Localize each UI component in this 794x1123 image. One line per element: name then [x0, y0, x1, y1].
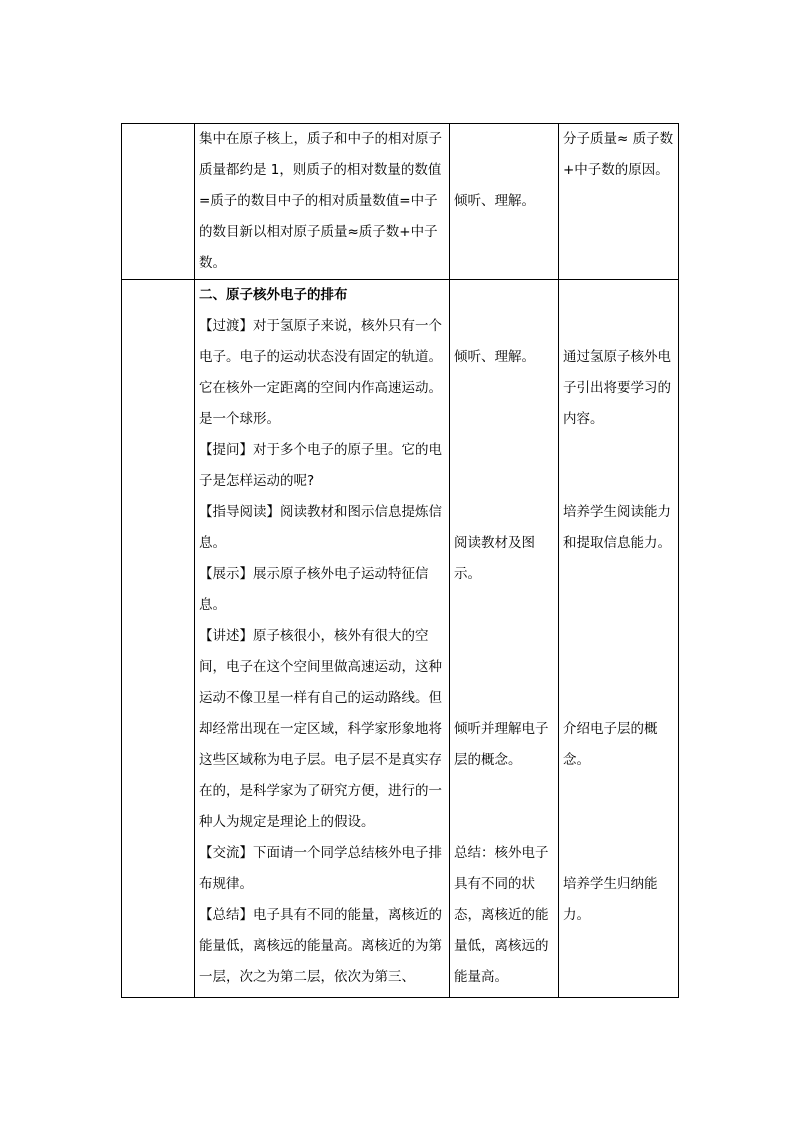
table-row [122, 124, 679, 280]
teacher-activity-cell [195, 124, 450, 280]
teacher-activity-cell [195, 280, 450, 998]
student-activity-cell [450, 124, 559, 280]
student-activity-cell [450, 280, 559, 998]
lesson-table [121, 123, 679, 998]
paragraph: 倾听并理解电子层的概念。 [454, 721, 549, 768]
paragraph: 通过氢原子核外电子引出将要学习的内容。 [563, 349, 671, 427]
table-row [122, 280, 679, 998]
paragraph: 【交流】下面请一个同学总结核外电子排布规律。 [199, 845, 442, 892]
design-intent-cell [559, 124, 679, 280]
paragraph: 阅读教材及图示。 [454, 535, 535, 582]
paragraph: 【过渡】对于氢原子来说，核外只有一个电子。电子的运动状态没有固定的轨道。它在核外一定距离的空间内作高速运动。是一个球形。 [199, 318, 442, 427]
paragraph: 分子质量≈ 质子数+中子数的原因。 [563, 131, 674, 178]
paragraph: 集中在原子核上，质子和中子的相对原子质量都约是 1，则质子的相对数量的数值=质子的数目中子的相对质量数值=中子的数目新以相对原子质量≈质子数+中子数。 [199, 131, 442, 271]
paragraph: 【指导阅读】阅读教材和图示信息提炼信息。 [199, 504, 442, 551]
paragraph: 【提问】对于多个电子的原子里。它的电子是怎样运动的呢? [199, 442, 442, 489]
section-heading: 二、原子核外电子的排布 [199, 287, 348, 303]
blank-cell [122, 124, 195, 280]
paragraph: 【展示】展示原子核外电子运动特征信息。 [199, 566, 429, 613]
paragraph: 【总结】电子具有不同的能量，离核近的能量低，离核远的能量高。离核近的为第一层，次之为第二层，依次为第三、 [199, 907, 442, 985]
paragraph: 介绍电子层的概念。 [563, 721, 658, 768]
design-intent-cell [559, 280, 679, 998]
paragraph: 培养学生阅读能力和提取信息能力。 [563, 504, 671, 551]
paragraph: 【讲述】原子核很小，核外有很大的空间，电子在这个空间里做高速运动，这种运动不像卫星一样有自己的运动路线。但却经常出现在一定区域，科学家形象地将这些区域称为电子层。电子层不是真实存在的，是科学家为了研究方便，进行的一种人为规定是理论上的假设。 [199, 628, 442, 830]
blank-cell [122, 280, 195, 998]
paragraph: 倾听、理解。 [454, 349, 535, 365]
paragraph: 倾听、理解。 [454, 193, 535, 209]
paragraph: 培养学生归纳能力。 [563, 876, 658, 923]
paragraph: 总结：核外电子具有不同的状态，离核近的能量低，离核远的能量高。 [454, 845, 549, 985]
